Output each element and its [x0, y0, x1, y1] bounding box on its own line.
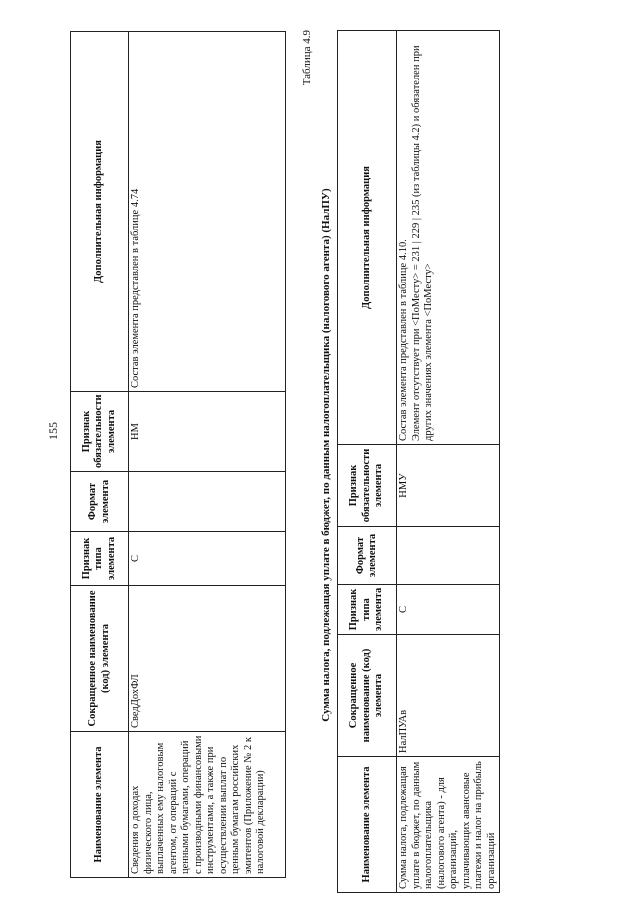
additional-info-line: Состав элемента представлен в таблице 4.10.: [398, 239, 409, 441]
table-row: [129, 32, 286, 878]
cell-required-flag: НМУ: [397, 445, 500, 527]
header-required-flag: Признак обязательности элемента: [338, 445, 397, 527]
cell-required-flag: НМ: [129, 392, 286, 472]
cell-additional-info: [397, 31, 500, 445]
cell-format: [129, 472, 286, 532]
cell-short-name: СведДохФЛ: [129, 586, 286, 732]
header-short-name: Сокращенное наименование (код) элемента: [338, 635, 397, 757]
header-type-flag: Признак типа элемента: [338, 585, 397, 635]
table-number: Таблица 4.9: [301, 30, 313, 86]
cell-short-name: НалПУАв: [397, 635, 500, 757]
header-format: Формат элемента: [71, 472, 129, 532]
table-header-row: [71, 32, 129, 878]
header-additional-info: Дополнительная информация: [71, 32, 129, 392]
table-nalpu: [337, 31, 497, 893]
header-additional-info: Дополнительная информация: [338, 31, 397, 445]
table-header-row: [338, 31, 397, 893]
cell-element-name: Сведения о доходах физического лица, выплаченных ему налоговым агентом, от операций с ценными бумагами, операций с производными финансовыми инструментами, а также при осуществлении выплат по ценным бумагам российских эмитентов (Приложение № 2 к налоговой декларации): [129, 732, 286, 878]
table-row: [397, 31, 500, 893]
cell-type-flag: С: [397, 585, 500, 635]
header-element-name: Наименование элемента: [71, 732, 129, 878]
header-required-flag: Признак обязательности элемента: [71, 392, 129, 472]
header-type-flag: Признак типа элемента: [71, 532, 129, 586]
table-elements-part: [70, 32, 286, 878]
header-element-name: Наименование элемента: [338, 757, 397, 893]
cell-format: [397, 527, 500, 585]
cell-additional-info: Состав элемента представлен в таблице 4.74: [129, 32, 286, 392]
page-number: 155: [46, 422, 60, 440]
additional-info-line: Элемент отсутствует при <ПоМесту> = 231 | 229 | 235 (из таблицы 4.2) и обязателен при других значениях элемента <ПоМесту>: [410, 45, 434, 441]
cell-type-flag: С: [129, 532, 286, 586]
header-short-name: Сокращенное наименование (код) элемента: [71, 586, 129, 732]
header-format: Формат элемента: [338, 527, 397, 585]
table-title: Сумма налога, подлежащая уплате в бюджет, по данным налогоплательщика (налогового агента) (НалПУ): [320, 188, 332, 722]
cell-element-name: Сумма налога, подлежащая уплате в бюджет, по данным налогоплательщика (налогового агента) - для организаций, уплачивающих авансовые платежи и налог на прибыль организаций: [397, 757, 500, 893]
